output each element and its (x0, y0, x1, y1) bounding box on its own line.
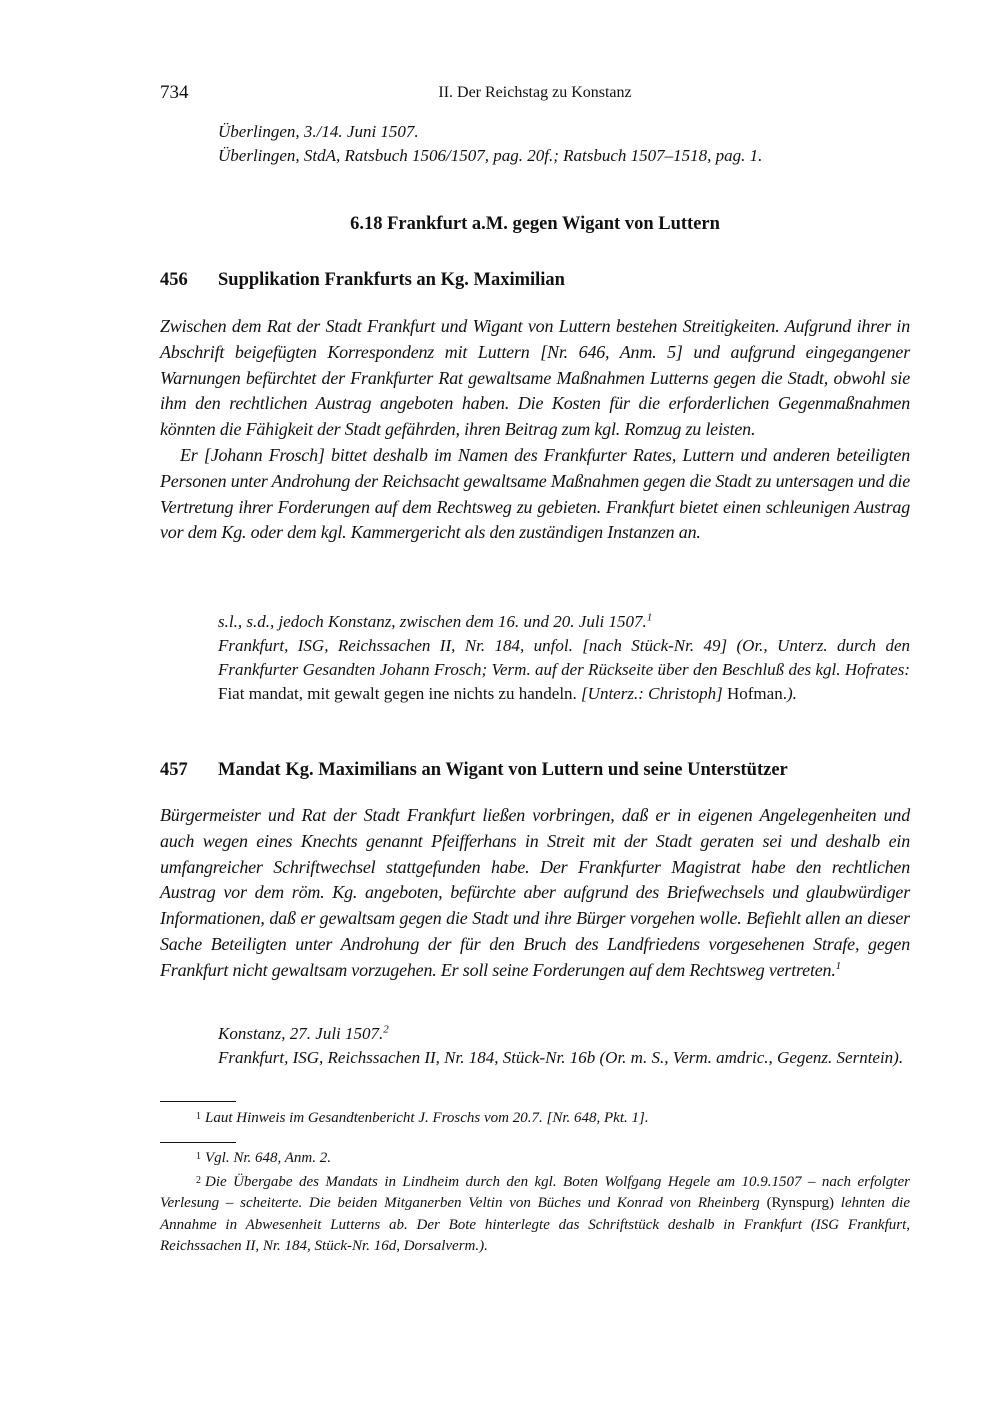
footnote-mark: 1 (196, 1151, 201, 1162)
running-title: II. Der Reichstag zu Konstanz (438, 84, 632, 101)
footnote-ref[interactable]: 1 (646, 611, 653, 624)
signature-name: Hofman. (726, 684, 787, 703)
footnote-text: lehnten die Annahme in Abwesenheit Lutterns ab. Der Bote hinterlegte das Schriftstück deshalb in Frankfurt (ISG Frankfurt, Reichssachen II, Nr. 184, Stück-Nr. 16d, Dorsalverm.). (160, 1195, 910, 1254)
summary-paragraph: Bürgermeister und Rat der Stadt Frankfurt ließen vorbringen, daß er in eigenen Angelegenheiten und auch wegen eines Knechts genannt Pfeifferhans in Streit mit der Stadt geraten sei und deshalb ein umfangreicher Schriftwechsel stattgefunden habe. Der Frankfurter Magistrat habe den rechtlichen Austrag vor dem röm. Kg. angeboten, befürchte aber aufgrund des Briefwechsels und glaubwürdiger Informationen, daß er gewaltsam gegen die Stadt und ihre Bürger vorgehen wolle. Befiehlt allen an dieser Sache Beteiligten unter Androhung der für den Bruch des Landfriedens vorgesehenen Strafe, gegen Frankfurt nicht gewaltsam vorzugehen. Er soll seine Forderungen auf dem Rechtsweg vertreten. (160, 805, 910, 980)
closing-paren: ). (786, 684, 797, 703)
section-title: 6.18 Frankfurt a.M. gegen Wigant von Luttern (350, 214, 720, 234)
footnote-roman-text: (Rynspurg) (766, 1195, 835, 1211)
footnote-text: Die Übergabe des Mandats in Lindheim durch den kgl. Boten Wolfgang Hegele am 10.9.1507 – nach erfolgter Verlesung – scheiterte. Die beiden Mitganerben Veltin von Büches und Konrad von Rheinberg (160, 1173, 910, 1211)
archive-reference: Frankfurt, ISG, Reichssachen II, Nr. 184, Stück-Nr. 16b (Or. m. S., Verm. amdric., Gegenz. Serntein). (218, 1048, 904, 1067)
footnote-text: Laut Hinweis im Gesandtenbericht J. Froschs vom 20.7. [Nr. 648, Pkt. 1]. (205, 1110, 649, 1126)
entry-heading-456 (160, 270, 565, 291)
previous-entry-archive: Überlingen, StdA, Ratsbuch 1506/1507, pag. 20f.; Ratsbuch 1507–1518, pag. 1. (218, 146, 763, 165)
footnote-ref[interactable]: 1 (835, 959, 841, 972)
summary-paragraph: Zwischen dem Rat der Stadt Frankfurt und Wigant von Luttern bestehen Streitigkeiten. Aufgrund ihrer in Abschrift beigefügten Korrespondenz mit Luttern [Nr. 646, Anm. 5] und aufgrund eingegangener Warnungen befürchtet der Frankfurter Rat gewaltsame Maßnahmen Lutterns gegen die Stadt, obwohl sie ihm den rechtlichen Austrag angeboten haben. Die Kosten für die erforderlichen Gegenmaßnahmen könnten die Fähigkeit der Stadt gefährden, ihren Beitrag zum kgl. Romzug zu leisten. (160, 316, 910, 440)
footnote-divider (160, 1101, 236, 1102)
entry-number: 456 (160, 270, 188, 290)
entry-source-456 (218, 610, 910, 706)
footnote-divider (160, 1142, 236, 1143)
entry-date: s.l., s.d., jedoch Konstanz, zwischen dem 16. und 20. Juli 1507. (218, 612, 647, 631)
entry-summary-457 (160, 803, 910, 984)
footnote-text: Vgl. Nr. 648, Anm. 2. (205, 1150, 331, 1166)
entry-heading-457 (160, 760, 788, 781)
signature-note: [Unterz.: Christoph] (581, 684, 723, 703)
archive-reference: Frankfurt, ISG, Reichssachen II, Nr. 184, unfol. [nach Stück-Nr. 49] (Or., Unterz. durch den Frankfurter Gesandten Johann Frosch; Verm. auf der Rückseite über den Beschluß des kgl. Hofrates: (218, 636, 910, 679)
entry-number: 457 (160, 760, 188, 780)
entry-source-457 (218, 1022, 910, 1070)
footnote-mark: 1 (196, 1111, 201, 1122)
entry-title: Mandat Kg. Maximilians an Wigant von Luttern und seine Unterstützer (218, 760, 788, 780)
previous-entry-source (218, 120, 910, 168)
page-number: 734 (160, 82, 189, 103)
previous-entry-date: Überlingen, 3./14. Juni 1507. (218, 122, 419, 141)
footnote-mark: 2 (196, 1174, 201, 1186)
entry-summary-456 (160, 314, 910, 546)
entry-title: Supplikation Frankfurts an Kg. Maximilian (218, 270, 565, 290)
footnotes-456 (160, 1106, 910, 1130)
entry-date: Konstanz, 27. Juli 1507. (218, 1024, 384, 1043)
footnote-ref[interactable]: 2 (383, 1023, 389, 1036)
quoted-note: Fiat mandat, mit gewalt gegen ine nichts zu handeln. (218, 684, 577, 703)
footnotes-457 (160, 1146, 910, 1258)
summary-paragraph: Er [Johann Frosch] bittet deshalb im Namen des Frankfurter Rates, Luttern und anderen beteiligten Personen unter Androhung der Reichsacht gewaltsame Maßnahmen gegen die Stadt zu untersagen und die Vertretung ihrer Forderungen auf dem Rechtsweg zu gebieten. Frankfurt bietet einen schleunigen Austrag vor dem Kg. oder dem kgl. Kammergericht als den zuständigen Instanzen an. (160, 444, 910, 543)
